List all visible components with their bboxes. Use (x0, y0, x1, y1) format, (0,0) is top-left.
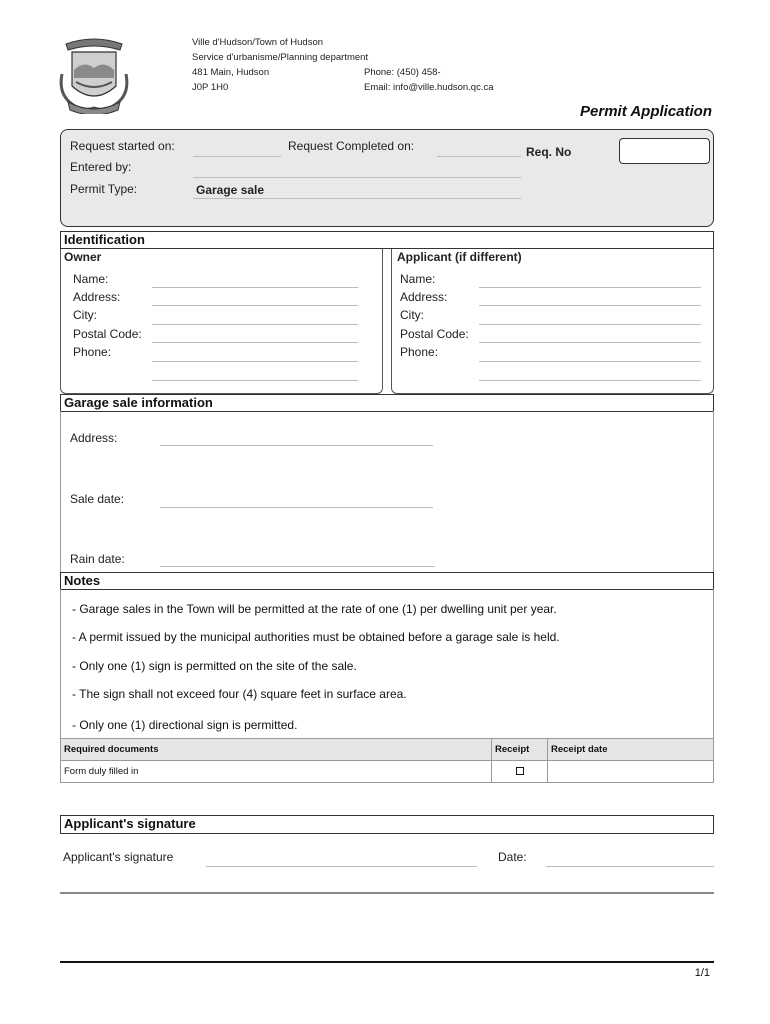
sale-address-label: Address: (70, 431, 118, 445)
garage-sale-panel (60, 411, 714, 573)
applicant-phone-label: Phone: (400, 345, 439, 359)
note-3: - Only one (1) sign is permitted on the site of the sale. (72, 659, 357, 673)
applicant-city-field[interactable] (479, 324, 701, 325)
note-1: - Garage sales in the Town will be permitted at the rate of one (1) per dwelling unit per year. (72, 602, 557, 616)
owner-name-field[interactable] (152, 287, 358, 288)
garage-sale-heading: Garage sale information (60, 394, 714, 412)
note-5: - Only one (1) directional sign is permitted. (72, 718, 298, 732)
request-started-field[interactable] (193, 156, 281, 157)
owner-city-field[interactable] (152, 324, 358, 325)
req-no-label: Req. No (526, 145, 572, 159)
header-phone: Phone: (450) 458- (364, 67, 441, 78)
signature-field[interactable] (206, 866, 477, 867)
sale-address-field[interactable] (160, 445, 433, 446)
signature-date-field[interactable] (546, 866, 714, 867)
col-receipt-date: Receipt date (548, 739, 714, 761)
footer-rule (60, 961, 714, 963)
owner-extra-field[interactable] (152, 380, 358, 381)
owner-phone-field[interactable] (152, 361, 358, 362)
header-postal-code: J0P 1H0 (192, 82, 229, 93)
form-title: Permit Application (580, 103, 712, 120)
applicant-postal-code-label: Postal Code: (400, 327, 469, 341)
date-label: Date: (498, 850, 527, 864)
required-documents-table (60, 738, 714, 783)
request-started-label: Request started on: (70, 139, 175, 153)
notes-heading: Notes (60, 572, 714, 590)
receipt-checkbox[interactable] (516, 767, 524, 775)
applicant-panel (391, 249, 714, 394)
applicant-postal-code-field[interactable] (479, 342, 701, 343)
applicant-address-label: Address: (400, 290, 448, 304)
sale-date-field[interactable] (160, 507, 433, 508)
page-number: 1/1 (694, 967, 710, 979)
sale-date-label: Sale date: (70, 492, 125, 506)
note-4: - The sign shall not exceed four (4) square feet in surface area. (72, 687, 407, 701)
owner-phone-label: Phone: (73, 345, 112, 359)
owner-address-field[interactable] (152, 305, 358, 306)
header-line-1: Ville d'Hudson/Town of Hudson (192, 37, 324, 48)
signature-heading: Applicant's signature (60, 815, 714, 834)
permit-type-label: Permit Type: (70, 182, 138, 196)
col-required-documents: Required documents (61, 739, 492, 761)
applicant-phone-field[interactable] (479, 361, 701, 362)
request-completed-label: Request Completed on: (288, 139, 415, 153)
table-row (61, 761, 714, 783)
owner-panel (60, 249, 383, 394)
rain-date-label: Rain date: (70, 552, 125, 566)
owner-name-label: Name: (73, 272, 109, 286)
owner-postal-code-field[interactable] (152, 342, 358, 343)
applicant-name-label: Name: (400, 272, 436, 286)
header-email: Email: info@ville.hudson.qc.ca (364, 82, 494, 93)
applicant-extra-field[interactable] (479, 380, 701, 381)
request-completed-field[interactable] (437, 156, 521, 157)
entered-by-label: Entered by: (70, 160, 132, 174)
identification-heading: Identification (60, 231, 714, 249)
document-name: Form duly filled in (61, 761, 492, 783)
owner-heading: Owner (64, 250, 102, 264)
owner-postal-code-label: Postal Code: (73, 327, 142, 341)
applicant-city-label: City: (400, 308, 424, 322)
entered-by-field[interactable] (193, 177, 521, 178)
section-divider (60, 892, 714, 894)
owner-address-label: Address: (73, 290, 121, 304)
table-header-row (61, 739, 714, 761)
applicant-heading: Applicant (if different) (397, 250, 522, 264)
header-line-2: Service d'urbanisme/Planning department (192, 52, 369, 63)
col-receipt: Receipt (492, 739, 548, 761)
permit-type-field[interactable] (193, 198, 521, 199)
note-2: - A permit issued by the municipal authorities must be obtained before a garage sale is held. (72, 630, 560, 644)
header-address: 481 Main, Hudson (192, 67, 270, 78)
owner-city-label: City: (73, 308, 97, 322)
req-no-field[interactable] (619, 138, 710, 164)
applicant-address-field[interactable] (479, 305, 701, 306)
permit-type-value: Garage sale (196, 183, 265, 197)
signature-label: Applicant's signature (63, 850, 174, 864)
receipt-date-cell[interactable] (548, 761, 714, 783)
applicant-name-field[interactable] (479, 287, 701, 288)
rain-date-field[interactable] (160, 566, 435, 567)
town-crest-logo (58, 34, 130, 114)
